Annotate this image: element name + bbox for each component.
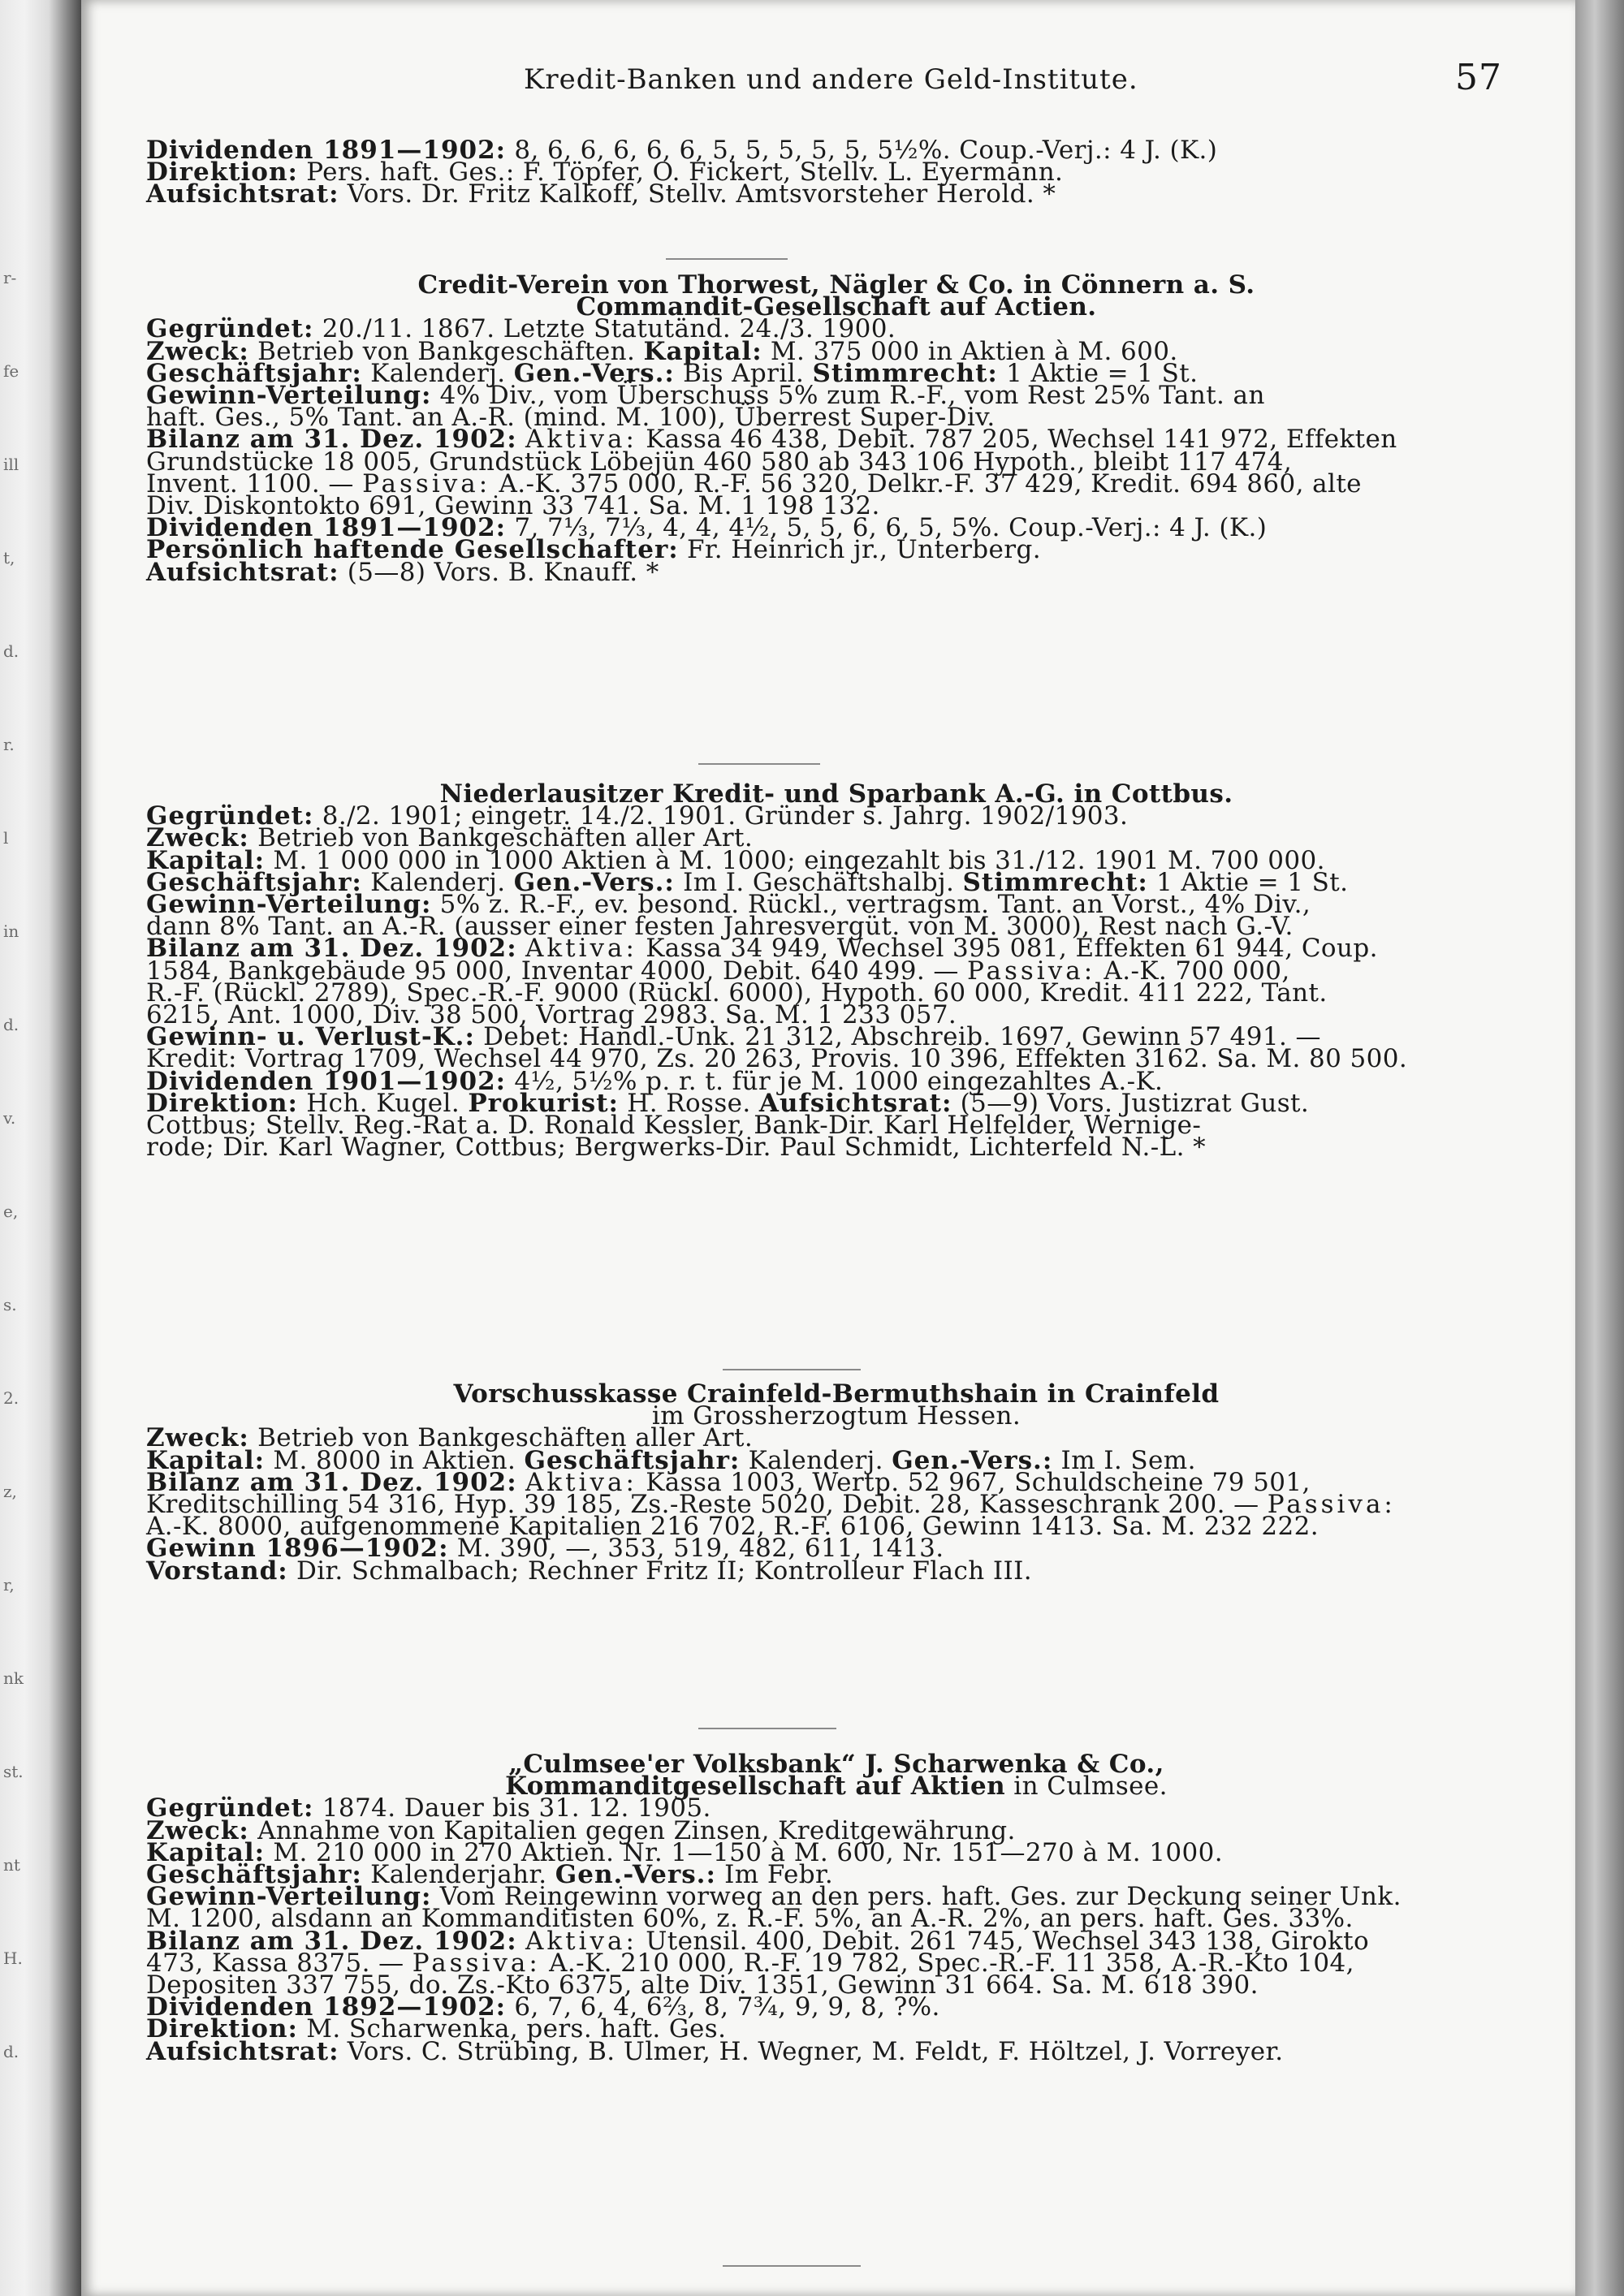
page-number: 57	[1455, 57, 1502, 98]
field-value: (5—9) Vors. Justizrat Gust.	[952, 1088, 1310, 1118]
margin-fragment: st.	[3, 1762, 24, 1781]
field-value: Cottbus; Stellv. Reg.-Rat a. D. Ronald Kessler, Bank-Dir. Karl Helfelder, Wernige-	[146, 1111, 1202, 1141]
entry-1	[146, 270, 1527, 587]
balance-side-label: Aktiva:	[525, 934, 637, 964]
field-value: Kalenderjahr.	[361, 1860, 555, 1890]
field-value: (5—8) Vors. B. Knauff. *	[339, 557, 659, 587]
field-value: Kalenderj.	[361, 867, 514, 897]
entry-location: im Grossherzogtum Hessen.	[651, 1401, 1021, 1431]
field-label: Gewinn- u. Verlust-K.:	[146, 1022, 475, 1052]
entry-2	[146, 779, 1527, 1163]
field-label: Prokurist:	[468, 1088, 620, 1118]
field-label: Zweck:	[146, 1423, 249, 1453]
balance-side-label: Passiva:	[1267, 1490, 1396, 1520]
field-value: Debet: Handl.-Unk. 21 312, Abschreib. 1697, Gewinn 57 491. —	[474, 1022, 1321, 1052]
field-value: Hch. Kugel.	[297, 1088, 469, 1118]
field-value: Betrieb von Bankgeschäften aller Art.	[248, 823, 754, 853]
field-value: Grundstücke 18 005, Grundstück Löbejün 460 580 ab 343 106 Hypoth., bleibt 117 474,	[146, 447, 1293, 477]
divider	[698, 1728, 836, 1729]
margin-fragment: t,	[3, 548, 15, 568]
margin-fragment: d.	[3, 641, 19, 661]
field-label: Bilanz am 31. Dez. 1902:	[146, 425, 517, 455]
field-value: 5% z. R.-F., ev. besond. Rückl., vertragsm. Tant. an Vorst., 4% Div.,	[431, 890, 1311, 920]
field-label: Kapital:	[643, 336, 762, 366]
field-value: 1874. Dauer bis 31. 12. 1905.	[313, 1793, 711, 1823]
field-label: Bilanz am 31. Dez. 1902:	[146, 934, 517, 964]
divider	[666, 258, 788, 260]
field-value: Vors. C. Strübing, B. Ulmer, H. Wegner, M. Feldt, F. Höltzel, J. Vorreyer.	[339, 2036, 1284, 2066]
field-value: Im Febr.	[715, 1860, 834, 1890]
field-label: Direktion:	[146, 158, 298, 188]
field-value: Kalenderj.	[740, 1445, 892, 1475]
entry-4	[146, 1750, 1527, 2066]
field-label: Kapital:	[146, 1445, 266, 1475]
page-header	[438, 57, 1575, 98]
field-value: R.-F. (Rückl. 2789), Spec.-R.-F. 9000 (Rückl. 6000), Hypoth. 60 000, Kredit. 411 222, Tant.	[146, 978, 1328, 1008]
field-value: Kreditschilling 54 316, Hyp. 39 185, Zs.-Reste 5020, Debit. 28, Kasseschrank 200. —	[146, 1490, 1268, 1520]
field-value: Kassa 46 438, Debit. 787 205, Wechsel 141 972, Effekten	[637, 425, 1397, 455]
entry-title: Niederlausitzer Kredit- und Sparbank A.-G. in Cottbus.	[439, 779, 1233, 809]
field-value: M. 8000 in Aktien.	[265, 1445, 525, 1475]
field-value: Invent. 1100. —	[146, 468, 363, 498]
field-value: Betrieb von Bankgeschäften.	[248, 336, 644, 366]
field-label: Gen.-Vers.:	[892, 1445, 1053, 1475]
margin-fragment: e,	[3, 1202, 19, 1221]
field-label: Geschäftsjahr:	[146, 1860, 362, 1890]
field-label: Dividenden 1891—1902:	[146, 136, 507, 165]
field-value: dann 8% Tant. an A.-R. (ausser einer festen Jahresvergüt. von M. 3000), Rest nach G.-V.	[146, 912, 1294, 942]
margin-fragment: fe	[3, 361, 19, 381]
field-label: Gegründet:	[146, 801, 314, 831]
field-value: M. Scharwenka, pers. haft. Ges.	[297, 2014, 727, 2044]
field-value: Div. Diskontokto 691, Gewinn 33 741. Sa. M. 1 198 132.	[146, 491, 880, 521]
divider	[698, 763, 820, 765]
field-value: H. Rosse.	[619, 1088, 759, 1118]
field-value: Annahme von Kapitalien gegen Zinsen, Kreditgewährung.	[248, 1815, 1016, 1845]
divider	[723, 2265, 861, 2267]
field-value: 1 Aktie = 1 St.	[1147, 867, 1349, 897]
field-value: Kassa 34 949, Wechsel 395 081, Effekten 61 944, Coup.	[637, 934, 1378, 964]
entry-0	[146, 136, 1527, 209]
field-label: Geschäftsjahr:	[146, 358, 362, 388]
text-line	[146, 1556, 1527, 1586]
entry-title: Vorschusskasse Crainfeld-Bermuthshain in Crainfeld	[453, 1379, 1220, 1409]
entry-subtitle-main: Commandit-Gesellschaft auf Actien.	[576, 292, 1097, 322]
margin-fragment: ill	[3, 455, 19, 474]
field-label: Vorstand:	[146, 1556, 288, 1586]
field-value: Dir. Schmalbach; Rechner Fritz II; Kontrolleur Flach III.	[287, 1556, 1033, 1586]
divider	[723, 1369, 861, 1370]
margin-fragment: d.	[3, 1015, 19, 1034]
field-value: Pers. haft. Ges.: F. Töpfer, O. Fickert, Stellv. L. Eyermann.	[297, 158, 1064, 188]
field-value: M. 210 000 in 270 Aktien. Nr. 1—150 à M. 600, Nr. 151—270 à M. 1000.	[265, 1837, 1224, 1867]
field-label: Kapital:	[146, 1837, 266, 1867]
field-label: Dividenden 1892—1902:	[146, 1992, 507, 2022]
field-label: Gen.-Vers.:	[513, 358, 675, 388]
field-label: Zweck:	[146, 1815, 249, 1845]
field-value: M. 1200, alsdann an Kommanditisten 60%, z. R.-F. 5%, an A.-R. 2%, an pers. haft. Ges. 33%.	[146, 1904, 1354, 1934]
field-label: Aufsichtsrat:	[758, 1088, 952, 1118]
field-value: Vom Reingewinn vorweg an den pers. haft. Ges. zur Deckung seiner Unk.	[431, 1882, 1402, 1912]
margin-fragment: v.	[3, 1108, 16, 1128]
field-label: Stimmrecht:	[962, 867, 1148, 897]
margin-fragment: l	[3, 828, 9, 848]
field-value: 8, 6, 6, 6, 6, 6, 5, 5, 5, 5, 5, 5½%. Coup.-Verj.: 4 J. (K.)	[506, 136, 1218, 165]
field-label: Bilanz am 31. Dez. 1902:	[146, 1926, 517, 1956]
field-value: Betrieb von Bankgeschäften aller Art.	[248, 1423, 754, 1453]
field-value: 4½, 5½% p. r. t. für je M. 1000 eingezahltes A.-K.	[506, 1066, 1164, 1096]
field-value: 473, Kassa 8375. —	[146, 1948, 412, 1978]
field-value: M. 375 000 in Aktien à M. 600.	[762, 336, 1178, 366]
field-value: 4% Div., vom Überschuss 5% zum R.-F., vom Rest 25% Tant. an	[431, 381, 1265, 411]
balance-side-label: Aktiva:	[525, 1926, 637, 1956]
margin-fragment: r.	[3, 735, 15, 754]
margin-fragment: nk	[3, 1668, 24, 1688]
balance-side-label: Passiva:	[362, 468, 491, 498]
text-line	[146, 1133, 1527, 1163]
field-label: Gegründet:	[146, 1793, 314, 1823]
field-label: Stimmrecht:	[812, 358, 998, 388]
field-value: A.-K. 700 000,	[1095, 956, 1290, 986]
margin-fragment: 2.	[3, 1388, 19, 1408]
margin-fragment: z,	[3, 1482, 17, 1501]
balance-side-label: Aktiva:	[525, 1467, 637, 1497]
field-label: Direktion:	[146, 1088, 298, 1118]
margin-fragment: r-	[3, 268, 17, 287]
margin-fragment: in	[3, 921, 19, 941]
field-label: Aufsichtsrat:	[146, 179, 339, 209]
field-value: Im I. Sem.	[1052, 1445, 1196, 1475]
field-label: Zweck:	[146, 823, 249, 853]
field-label: Dividenden 1891—1902:	[146, 513, 507, 543]
field-value: A.-K. 210 000, R.-F. 19 782, Spec.-R.-F. 11 358, A.-R.-Kto 104,	[540, 1948, 1354, 1978]
field-value: M. 390, —, 353, 519, 482, 611, 1413.	[448, 1534, 944, 1564]
field-label: Aufsichtsrat:	[146, 557, 339, 587]
entry-title: „Culmsee'er Volksbank“ J. Scharwenka & Co.,	[508, 1750, 1164, 1779]
field-value: Utensil. 400, Debit. 261 745, Wechsel 343 138, Girokto	[637, 1926, 1370, 1956]
field-label: Gen.-Vers.:	[513, 867, 675, 897]
balance-side-label: Passiva:	[967, 956, 1096, 986]
field-value: 6, 7, 6, 4, 6⅔, 8, 7¾, 9, 9, 8, ?%.	[506, 1992, 940, 2022]
field-value: 7, 7⅓, 7⅓, 4, 4, 4½, 5, 5, 6, 6, 5, 5%. Coup.-Verj.: 4 J. (K.)	[506, 513, 1268, 543]
field-value: 8./2. 1901; eingetr. 14./2. 1901. Gründer s. Jahrg. 1902/1903.	[313, 801, 1129, 831]
margin-fragment: r,	[3, 1575, 15, 1595]
field-value: Kassa 1003, Wertp. 52 967, Schuldscheine 79 501,	[637, 1467, 1311, 1497]
field-label: Gewinn 1896—1902:	[146, 1534, 449, 1564]
entry-3	[146, 1379, 1527, 1586]
field-value: 1584, Bankgebäude 95 000, Inventar 4000, Debit. 640 499. —	[146, 956, 968, 986]
field-value: A.-K. 8000, aufgenommene Kapitalien 216 702, R.-F. 6106, Gewinn 1413. Sa. M. 232 222.	[146, 1512, 1319, 1542]
entry-title: Credit-Verein von Thorwest, Nägler & Co. in Cönnern a. S.	[417, 270, 1255, 300]
margin-fragment: d.	[3, 2042, 19, 2061]
adjacent-page-fragments	[0, 0, 32, 2296]
field-value: Im I. Geschäftshalbj.	[674, 867, 963, 897]
field-value: Depositen 337 755, do. Zs.-Kto 6375, alte Div. 1351, Gewinn 31 664. Sa. M. 618 390.	[146, 1970, 1259, 2000]
field-value: rode; Dir. Karl Wagner, Cottbus; Bergwerks-Dir. Paul Schmidt, Lichterfeld N.-L. *	[146, 1133, 1206, 1163]
margin-fragment: nt	[3, 1855, 20, 1875]
text-line	[146, 2036, 1527, 2066]
field-value: 6215, Ant. 1000, Div. 38 500, Vortrag 2983. Sa. M. 1 233 057.	[146, 1000, 957, 1030]
field-label: Gen.-Vers.:	[555, 1860, 716, 1890]
text-line	[146, 557, 1527, 587]
field-value: Fr. Heinrich jr., Unterberg.	[678, 535, 1042, 565]
field-label: Geschäftsjahr:	[524, 1445, 741, 1475]
field-value: M. 1 000 000 in 1000 Aktien à M. 1000; eingezahlt bis 31./12. 1901 M. 700 000.	[265, 845, 1325, 875]
running-title: Kredit-Banken und andere Geld-Institute.	[524, 63, 1138, 96]
balance-side-label: Aktiva:	[525, 425, 637, 455]
scan-right-edge	[1575, 0, 1624, 2296]
field-value: A.-K. 375 000, R.-F. 56 320, Delkr.-F. 37 429, Kredit. 694 860, alte	[490, 468, 1362, 498]
field-label: Direktion:	[146, 2014, 298, 2044]
field-label: Gewinn-Verteilung:	[146, 381, 432, 411]
field-label: Dividenden 1901—1902:	[146, 1066, 507, 1096]
field-value: Kalenderj.	[361, 358, 514, 388]
field-label: Bilanz am 31. Dez. 1902:	[146, 1467, 517, 1497]
margin-fragment: s.	[3, 1295, 17, 1314]
field-value: 1 Aktie = 1 St.	[997, 358, 1199, 388]
field-value: haft. Ges., 5% Tant. an A.-R. (mind. M. 100), Überrest Super-Div.	[146, 403, 996, 433]
field-value: Bis April.	[674, 358, 813, 388]
field-value: Kredit: Vortrag 1709, Wechsel 44 970, Zs. 20 263, Provis. 10 396, Effekten 3162. Sa. M. 80 500.	[146, 1044, 1408, 1074]
field-label: Aufsichtsrat:	[146, 2036, 339, 2066]
field-value: 20./11. 1867. Letzte Statutänd. 24./3. 1900.	[313, 314, 896, 344]
field-value: Vors. Dr. Fritz Kalkoff, Stellv. Amtsvorsteher Herold. *	[339, 179, 1056, 209]
margin-fragment: H.	[3, 1949, 23, 1968]
entry-subtitle-main: Kommanditgesellschaft auf Aktien	[505, 1772, 1006, 1802]
text-line	[146, 179, 1527, 209]
field-label: Persönlich haftende Gesellschafter:	[146, 535, 679, 565]
document-page	[81, 0, 1575, 2296]
field-label: Kapital:	[146, 845, 266, 875]
balance-side-label: Passiva:	[412, 1948, 541, 1978]
field-label: Geschäftsjahr:	[146, 867, 362, 897]
field-label: Gegründet:	[146, 314, 314, 344]
field-label: Gewinn-Verteilung:	[146, 1882, 432, 1912]
field-label: Zweck:	[146, 336, 249, 366]
field-label: Gewinn-Verteilung:	[146, 890, 432, 920]
entry-subtitle-tail: in Culmsee.	[1005, 1772, 1168, 1802]
